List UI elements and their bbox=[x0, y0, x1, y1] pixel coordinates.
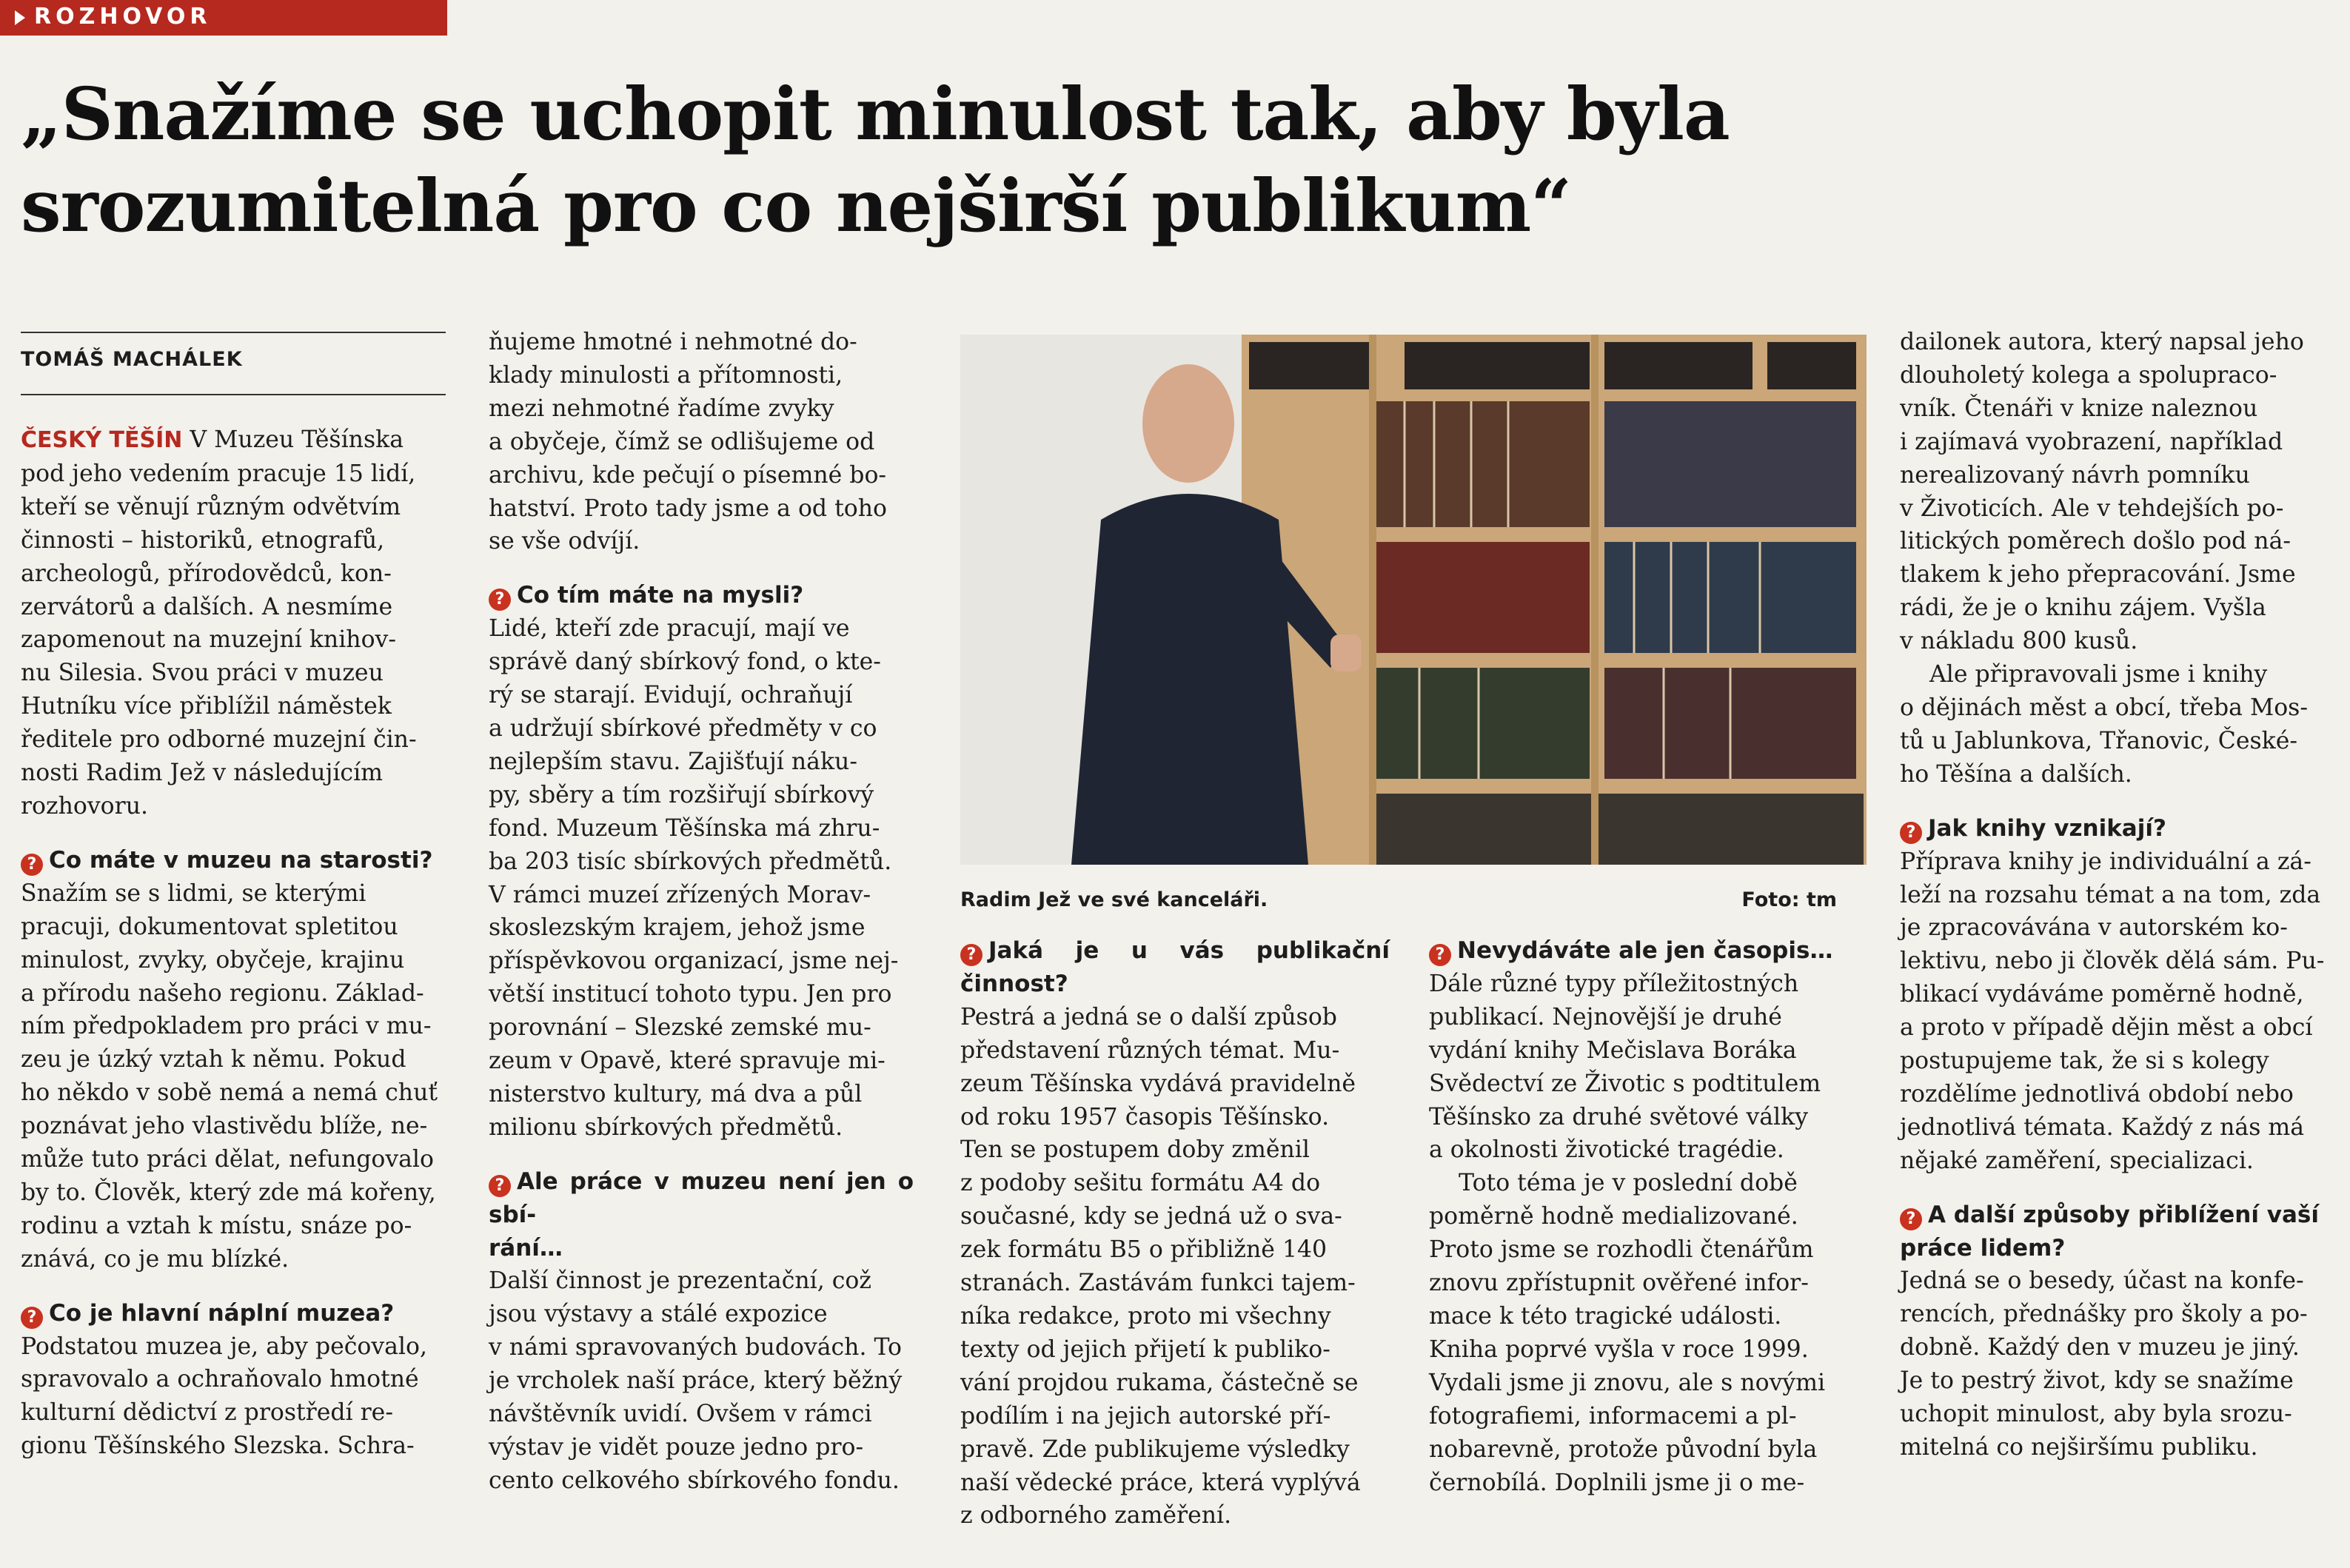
text-line: znovu zpřístupnit ověřené infor- bbox=[1429, 1270, 1809, 1297]
question-heading: ? A další způsoby přiblížení vaší bbox=[1900, 1199, 2332, 1232]
text-line: podílím i na jejich autorské pří- bbox=[960, 1402, 1331, 1430]
text-line: tů u Jablunkova, Třanovic, České- bbox=[1900, 727, 2298, 754]
text-line: dlouholetý kolega a spolupraco- bbox=[1900, 361, 2277, 389]
section-label-text: ROZHOVOR bbox=[34, 4, 212, 30]
text-line: V rámci muzeí zřízených Morav- bbox=[489, 881, 871, 908]
text-line: od roku 1957 časopis Těšínsko. bbox=[960, 1103, 1330, 1130]
text-line: naší vědecké práce, která vyplývá bbox=[960, 1469, 1361, 1496]
text-line: rádi, že je o knihu zájem. Vyšla bbox=[1900, 594, 2266, 622]
text-line: stranách. Zastávám funkci tajem- bbox=[960, 1270, 1356, 1297]
text-line: příspěvkovou organizací, jsme nej- bbox=[489, 948, 899, 975]
text-line: milionu sbírkových předmětů. bbox=[489, 1113, 843, 1141]
text-line: v nákladu 800 kusů. bbox=[1900, 628, 2138, 655]
text-line: ho Těšína a dalších. bbox=[1900, 760, 2132, 788]
text-line: rencích, přednášky pro školy a po- bbox=[1900, 1301, 2308, 1328]
text-line: dailonek autora, který napsal jeho bbox=[1900, 329, 2304, 355]
text-line: a proto v případě dějin měst a obcí bbox=[1900, 1014, 2313, 1042]
text-line: V Muzeu Těšínska bbox=[190, 426, 404, 453]
text-line: představení různých témat. Mu- bbox=[960, 1036, 1340, 1064]
question-heading-cont: práce lidem? bbox=[1900, 1234, 2066, 1262]
text-line: rodinu a vztah k místu, snáze po- bbox=[21, 1212, 412, 1239]
text-line: ním předpokladem pro práci v mu- bbox=[21, 1013, 432, 1040]
headline-line-2: srozumitelná pro co nejširší publikum“ bbox=[21, 164, 1572, 248]
text-line: porovnání – Slezské zemské mu- bbox=[489, 1014, 871, 1042]
text-line: Hutníku více přiblížil náměstek bbox=[21, 693, 392, 720]
question-icon: ? bbox=[21, 1307, 43, 1329]
text-line: Snažím se s lidmi, se kterými bbox=[21, 880, 366, 907]
question-icon: ? bbox=[1900, 822, 1922, 844]
text-line: pravě. Zde publikujeme výsledky bbox=[960, 1435, 1350, 1463]
text-line: nosti Radim Jež v následujícím bbox=[21, 760, 384, 787]
text-line: Je to pestrý život, kdy se snažíme bbox=[1900, 1367, 2294, 1395]
section-label bbox=[0, 0, 447, 36]
text-line: zervátorů a dalších. A nesmíme bbox=[21, 593, 393, 620]
text-line: klady minulosti a přítomnosti, bbox=[489, 361, 843, 389]
text-line: Těšínsko za druhé světové války bbox=[1429, 1103, 1809, 1130]
text-line: vání projdou rukama, částečně se bbox=[960, 1369, 1359, 1396]
text-line: se vše odvíjí. bbox=[489, 528, 640, 555]
question-icon: ? bbox=[21, 854, 43, 876]
text-line: Kniha poprvé vyšla v roce 1999. bbox=[1429, 1336, 1809, 1363]
text-line: postupujeme tak, že si s kolegy bbox=[1900, 1048, 2269, 1075]
portrait-photo bbox=[960, 335, 1867, 865]
text-line: dobně. Každý den v muzeu je jiný. bbox=[1900, 1334, 2300, 1361]
text-line: Příprava knihy je individuální a zá- bbox=[1900, 848, 2311, 875]
text-line: jednotlivá témata. Každý z nás má bbox=[1900, 1113, 2305, 1141]
question-icon: ? bbox=[960, 944, 982, 966]
question-heading-cont: rání… bbox=[489, 1234, 563, 1262]
byline: TOMÁŠ MACHÁLEK bbox=[21, 348, 243, 371]
text-line: Pestrá a jedná se o další způsob bbox=[960, 1003, 1337, 1031]
text-line: jsou výstavy a stálé expozice bbox=[489, 1301, 828, 1328]
text-line: ba 203 tisíc sbírkových předmětů. bbox=[489, 848, 892, 875]
text-line: pracuji, dokumentovat spletitou bbox=[21, 913, 398, 940]
byline-rule-top bbox=[21, 332, 446, 333]
text-line: hatství. Proto tady jsme a od toho bbox=[489, 495, 887, 522]
text-line: a obyčeje, čímž se odlišujeme od bbox=[489, 428, 875, 455]
text-line: z odborného zaměření. bbox=[960, 1502, 1232, 1530]
text-line: skoslezským krajem, jehož jsme bbox=[489, 914, 866, 942]
text-line: Další činnost je prezentační, což bbox=[489, 1267, 871, 1295]
text-line: blikací vydáváme poměrně hodně, bbox=[1900, 981, 2304, 1008]
text-line: by to. Člověk, který zde má kořeny, bbox=[21, 1179, 436, 1206]
column-2 bbox=[489, 326, 914, 1498]
text-line: texty od jejich přijetí k publiko- bbox=[960, 1336, 1330, 1363]
text-line: Vydali jsme ji znovu, ale s novými bbox=[1429, 1369, 1826, 1396]
text-line: a přírodu našeho regionu. Základ- bbox=[21, 979, 424, 1007]
text-line: Podstatou muzea je, aby pečovalo, bbox=[21, 1333, 427, 1360]
text-line: i zajímavá vyobrazení, například bbox=[1900, 428, 2283, 455]
photo-caption bbox=[960, 888, 1867, 911]
text-line: archivu, kde pečují o písemné bo- bbox=[489, 461, 887, 489]
text-line: a okolnosti životické tragédie. bbox=[1429, 1136, 1784, 1164]
bookshelf-photo-illustration bbox=[960, 335, 1867, 865]
text-line: nisterstvo kultury, má dva a půl bbox=[489, 1080, 863, 1108]
text-line: zeu je úzký vztah k němu. Pokud bbox=[21, 1046, 406, 1073]
column-1 bbox=[21, 423, 446, 1463]
text-line: výstav je vidět pouze jedno pro- bbox=[489, 1434, 864, 1461]
text-line: cento celkového sbírkového fondu. bbox=[489, 1467, 900, 1494]
text-line: lektivu, nebo ji člověk dělá sám. Pu- bbox=[1900, 948, 2325, 975]
column-5 bbox=[1900, 326, 2332, 1464]
text-line: rozhovoru. bbox=[21, 792, 148, 820]
text-line: Ten se postupem doby změnil bbox=[960, 1136, 1310, 1164]
question-heading: ? Co je hlavní náplní muzea? bbox=[21, 1297, 446, 1330]
byline-rule-bottom bbox=[21, 394, 446, 395]
text-line: nobarevně, protože původní byla bbox=[1429, 1435, 1818, 1463]
question-icon: ? bbox=[1429, 944, 1451, 966]
caption-text: Radim Jež ve své kanceláři. bbox=[960, 888, 1268, 911]
text-line: správě daný sbírkový fond, o kte- bbox=[489, 649, 881, 676]
text-line: poznávat jeho vlastivědu blíže, ne- bbox=[21, 1113, 428, 1140]
text-line: větší institucí tohoto typu. Jen pro bbox=[489, 981, 892, 1008]
text-line: Ale připravovali jsme i knihy bbox=[1929, 661, 2268, 688]
text-line: vník. Čtenáři v knize naleznou bbox=[1900, 395, 2258, 422]
text-line: litických poměrech došlo pod ná- bbox=[1900, 528, 2291, 555]
question-heading: ? Co máte v muzeu na starosti? bbox=[21, 844, 446, 877]
text-line: uchopit minulost, aby byla srozu- bbox=[1900, 1401, 2292, 1428]
question-heading: ? Jak knihy vznikají? bbox=[1900, 812, 2332, 845]
question-icon: ? bbox=[489, 589, 511, 611]
question-icon: ? bbox=[1900, 1208, 1922, 1230]
text-line: mace k této tragické události. bbox=[1429, 1302, 1782, 1330]
text-line: Toto téma je v poslední době bbox=[1459, 1170, 1798, 1197]
text-line: je vrcholek naší práce, který běžný bbox=[489, 1367, 903, 1395]
question-heading: ? Ale práce v muzeu není jen o sbí- bbox=[489, 1167, 914, 1228]
text-line: může tuto práci dělat, nefungovalo bbox=[21, 1146, 434, 1173]
question-icon: ? bbox=[489, 1175, 511, 1197]
text-line: Dále různé typy příležitostných bbox=[1429, 970, 1799, 997]
text-line: návštěvník uvidí. Ovšem v rámci bbox=[489, 1401, 872, 1428]
text-line: ředitele pro odborné muzejní čin- bbox=[21, 726, 417, 754]
text-line: zeum v Opavě, které spravuje mi- bbox=[489, 1048, 886, 1075]
text-line: Jedná se o besedy, účast na konfe- bbox=[1900, 1267, 2304, 1295]
text-line: zeum Těšínska vydává pravidelně bbox=[960, 1070, 1356, 1097]
text-line: a udržují sbírkové předměty v co bbox=[489, 714, 877, 742]
text-line: rý se starají. Evidují, ochraňují bbox=[489, 682, 853, 709]
text-line: současné, kdy se jedná už o sva- bbox=[960, 1203, 1342, 1230]
headline bbox=[21, 68, 2279, 252]
text-line: leží na rozsahu témat a na tom, zda bbox=[1900, 881, 2321, 908]
text-line: Svědectví ze Životic s podtitulem bbox=[1429, 1070, 1821, 1097]
text-line: černobílá. Doplnili jsme ji o me- bbox=[1429, 1469, 1805, 1496]
text-line: o dějinách měst a obcí, třeba Mos- bbox=[1900, 694, 2308, 721]
text-line: Lidé, kteří zde pracují, mají ve bbox=[489, 615, 850, 643]
text-line: nějaké zaměření, specializaci. bbox=[1900, 1147, 2254, 1174]
text-line: archeologů, přírodovědců, kon- bbox=[21, 560, 392, 587]
text-line: zapomenout na muzejní knihov- bbox=[21, 626, 396, 654]
text-line: z podoby sešitu formátu A4 do bbox=[960, 1170, 1321, 1197]
text-line: fond. Muzeum Těšínska má zhru- bbox=[489, 814, 880, 842]
text-line: spravovalo a ochraňovalo hmotné bbox=[21, 1366, 419, 1393]
text-line: mitelná co nejširšímu publiku. bbox=[1900, 1434, 2258, 1461]
text-line: ňujeme hmotné i nehmotné do- bbox=[489, 329, 857, 355]
column-3 bbox=[960, 934, 1390, 1532]
text-line: Proto jsme se rozhodli čtenářům bbox=[1429, 1236, 1814, 1264]
dateline-place: ČESKÝ TĚŠÍN bbox=[21, 427, 183, 453]
text-line: nerealizovaný návrh pomníku bbox=[1900, 461, 2250, 489]
text-line: níka redakce, proto mi všechny bbox=[960, 1302, 1331, 1330]
text-line: kulturní dědictví z prostředí re- bbox=[21, 1399, 393, 1427]
text-line: poměrně hodně medializované. bbox=[1429, 1203, 1798, 1230]
text-line: tlakem k jeho přepracování. Jsme bbox=[1900, 561, 2296, 589]
text-line: publikací. Nejnovější je druhé bbox=[1429, 1003, 1782, 1031]
headline-line-1: „Snažíme se uchopit minulost tak, aby byla bbox=[21, 72, 1730, 156]
text-line: v námi spravovaných budovách. To bbox=[489, 1334, 903, 1361]
question-heading: ? Co tím máte na mysli? bbox=[489, 579, 914, 612]
text-line: vydání knihy Mečislava Boráka bbox=[1429, 1036, 1797, 1064]
text-line: pod jeho vedením pracuje 15 lidí, bbox=[21, 460, 416, 487]
text-line: gionu Těšínského Slezska. Schra- bbox=[21, 1433, 415, 1460]
photo-credit: Foto: tm bbox=[1741, 888, 1837, 911]
text-line: nu Silesia. Svou práci v muzeu bbox=[21, 660, 384, 687]
text-line: rozdělíme jednotlivá období nebo bbox=[1900, 1080, 2294, 1108]
text-line: minulost, zvyky, obyčeje, krajinu bbox=[21, 946, 405, 974]
text-line: fotografiemi, informacemi a pl- bbox=[1429, 1402, 1797, 1430]
text-line: py, sběry a tím rozšiřují sbírkový bbox=[489, 781, 874, 808]
question-heading: ? Jaká je u vás publikační činnost? bbox=[960, 937, 1390, 997]
text-line: činnosti – historiků, etnografů, bbox=[21, 526, 385, 554]
column-4 bbox=[1429, 934, 1858, 1499]
text-line: znává, co je mu blízké. bbox=[21, 1245, 289, 1273]
text-line: nejlepším stavu. Zajišťují náku- bbox=[489, 748, 857, 775]
text-line: kteří se věnují různým odvětvím bbox=[21, 493, 401, 520]
text-line: je zpracovávána v autorském ko- bbox=[1900, 914, 2288, 942]
text-line: ho někdo v sobě nemá a nemá chuť bbox=[21, 1079, 438, 1107]
triangle-icon bbox=[15, 10, 25, 25]
text-line: zek formátu B5 o přibližně 140 bbox=[960, 1236, 1328, 1264]
question-heading: ? Nevydáváte ale jen časopis… bbox=[1429, 934, 1858, 968]
text-line: mezi nehmotné řadíme zvyky bbox=[489, 395, 834, 422]
text-line: v Životicích. Ale v tehdejších po- bbox=[1900, 495, 2284, 522]
